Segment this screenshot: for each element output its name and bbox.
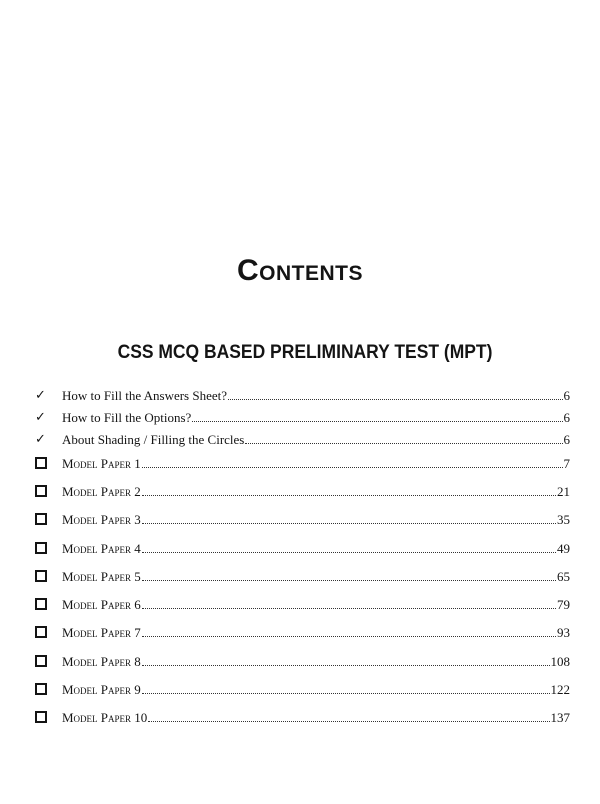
toc-entry-page: 65	[557, 569, 570, 584]
toc-entry-label: Model Paper 3	[62, 512, 141, 527]
toc-entry-model-paper-7	[35, 621, 570, 641]
dot-leader	[142, 692, 550, 694]
toc-entry-answers-sheet	[35, 384, 570, 404]
dot-leader	[148, 720, 549, 722]
toc-entry-page: 35	[557, 512, 570, 527]
toc-entry-page: 49	[557, 541, 570, 556]
dot-leader	[245, 442, 562, 444]
toc-entry-page: 93	[557, 625, 570, 640]
dot-leader	[142, 551, 556, 553]
toc-entry-model-paper-10	[35, 706, 570, 726]
toc-entry-label: Model Paper 1	[62, 456, 141, 471]
checkbox-icon	[35, 457, 62, 472]
toc-entry-label: Model Paper 5	[62, 569, 141, 584]
toc-entry-page: 6	[563, 432, 570, 447]
toc-entry-model-paper-3	[35, 508, 570, 528]
toc-entry-model-paper-1	[35, 452, 570, 472]
toc-entry-model-paper-9	[35, 678, 570, 698]
section-title: CSS MCQ BASED PRELIMINARY TEST (MPT)	[117, 342, 493, 363]
checkbox-icon	[35, 626, 62, 641]
toc-entry-model-paper-2	[35, 480, 570, 500]
toc-entry-model-paper-6	[35, 593, 570, 613]
toc-entry-label: Model Paper 2	[62, 484, 141, 499]
toc-entry-page: 7	[563, 456, 570, 471]
checkbox-icon	[35, 598, 62, 613]
toc-entry-label: Model Paper 6	[62, 597, 141, 612]
toc-entry-label: How to Fill the Answers Sheet?	[62, 388, 228, 403]
toc-entry-label: Model Paper 9	[62, 682, 141, 697]
toc-entry-label: Model Paper 7	[62, 625, 141, 640]
toc-entry-page: 108	[550, 654, 570, 669]
checkbox-icon	[35, 542, 62, 557]
toc-entry-page: 79	[557, 597, 570, 612]
checkmark-icon: ✓	[35, 432, 46, 447]
checkmark-icon: ✓	[35, 410, 46, 425]
dot-leader	[142, 635, 556, 637]
toc-entry-model-paper-4	[35, 537, 570, 557]
dot-leader	[142, 522, 556, 524]
toc-entry-options	[35, 406, 570, 426]
dot-leader	[142, 466, 563, 468]
toc-entry-page: 122	[550, 682, 570, 697]
toc-entry-label: How to Fill the Options?	[62, 410, 192, 425]
toc-entry-label: Model Paper 8	[62, 654, 141, 669]
checkbox-icon	[35, 655, 62, 670]
checkbox-icon	[35, 513, 62, 528]
toc-entry-model-paper-5	[35, 565, 570, 585]
toc-entry-page: 21	[557, 484, 570, 499]
dot-leader	[142, 494, 556, 496]
page-title: Contents	[237, 254, 363, 287]
toc-entry-label: Model Paper 4	[62, 541, 141, 556]
toc-entry-model-paper-8	[35, 650, 570, 670]
toc-entry-page: 137	[550, 710, 570, 725]
dot-leader	[228, 398, 562, 400]
dot-leader	[192, 420, 562, 422]
toc-entry-label: Model Paper 10	[62, 710, 148, 725]
toc-entry-page: 6	[563, 410, 570, 425]
dot-leader	[142, 664, 550, 666]
dot-leader	[142, 579, 556, 581]
checkbox-icon	[35, 485, 62, 500]
toc-entry-shading	[35, 428, 570, 448]
checkbox-icon	[35, 570, 62, 585]
dot-leader	[142, 607, 556, 609]
checkbox-icon	[35, 711, 62, 726]
checkmark-icon: ✓	[35, 388, 46, 403]
toc-entry-page: 6	[563, 388, 570, 403]
toc-entry-label: About Shading / Filling the Circles	[62, 432, 245, 447]
checkbox-icon	[35, 683, 62, 698]
